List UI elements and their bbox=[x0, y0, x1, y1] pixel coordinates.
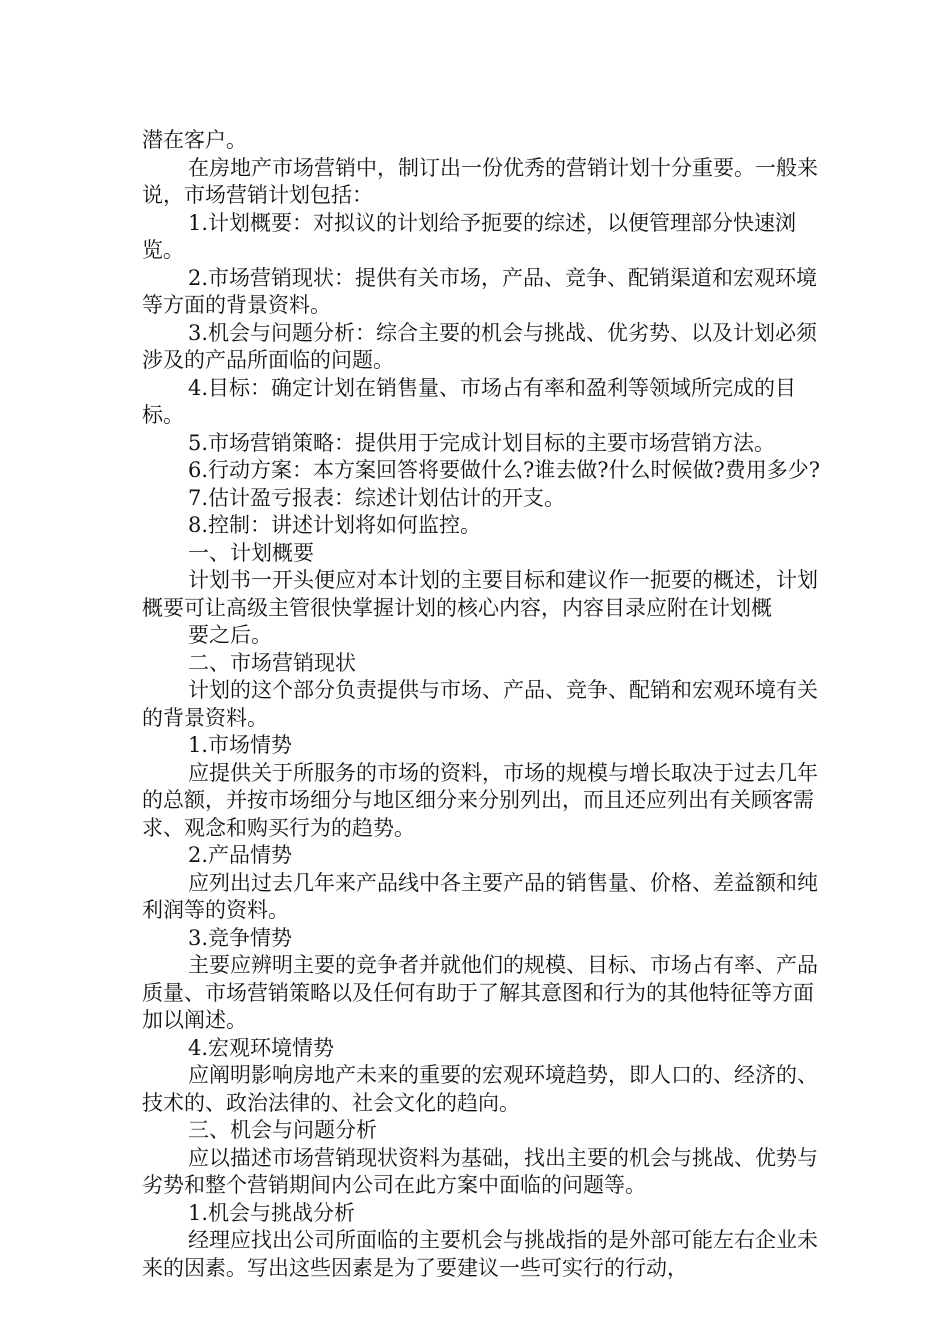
paragraph: 应阐明影响房地产未来的重要的宏观环境趋势，即人口的、经济的、技术的、政治法律的、社会文化的趋向。 bbox=[142, 1063, 818, 1115]
list-item: 5.市场营销策略：提供用于完成计划目标的主要市场营销方法。 bbox=[188, 430, 776, 455]
section-heading: 一、计划概要 bbox=[188, 540, 314, 565]
paragraph: 应列出过去几年来产品线中各主要产品的销售量、价格、差益额和纯利润等的资料。 bbox=[142, 870, 818, 922]
subsection-heading: 2.产品情势 bbox=[188, 843, 293, 867]
paragraph: 在房地产市场营销中，制订出一份优秀的营销计划十分重要。一般来说，市场营销计划包括： bbox=[142, 155, 818, 207]
document-body bbox=[142, 127, 832, 1282]
list-item: 8.控制：讲述计划将如何监控。 bbox=[188, 513, 482, 537]
paragraph: 计划的这个部分负责提供与市场、产品、竞争、配销和宏观环境有关的背景资料。 bbox=[142, 678, 818, 730]
subsection-heading: 1.机会与挑战分析 bbox=[188, 1200, 356, 1225]
list-item: 2.市场营销现状：提供有关市场，产品、竞争、配销渠道和宏观环境等方面的背景资料。 bbox=[142, 265, 818, 317]
section-heading: 二、市场营销现状 bbox=[188, 650, 356, 675]
subsection-heading: 4.宏观环境情势 bbox=[188, 1035, 335, 1060]
list-item: 3.机会与问题分析：综合主要的机会与挑战、优劣势、以及计划必须涉及的产品所面临的问题。 bbox=[142, 320, 818, 372]
list-item: 6.行动方案：本方案回答将要做什么?谁去做?什么时候做?费用多少? bbox=[188, 458, 821, 482]
section-heading: 三、机会与问题分析 bbox=[188, 1118, 377, 1142]
list-item: 1.计划概要：对拟议的计划给予扼要的综述，以便管理部分快速浏览。 bbox=[142, 210, 797, 262]
paragraph: 主要应辨明主要的竞争者并就他们的规模、目标、市场占有率、产品质量、市场营销策略以及任何有助于了解其意图和行为的其他特征等方面加以阐述。 bbox=[142, 953, 818, 1032]
paragraph: 潜在客户。 bbox=[142, 128, 247, 152]
paragraph: 应以描述市场营销现状资料为基础，找出主要的机会与挑战、优势与劣势和整个营销期间内公司在此方案中面临的问题等。 bbox=[142, 1145, 818, 1197]
subsection-heading: 3.竞争情势 bbox=[188, 925, 293, 950]
paragraph: 应提供关于所服务的市场的资料，市场的规模与增长取决于过去几年的总额，并按市场细分与地区细分来分别列出，而且还应列出有关顾客需求、观念和购买行为的趋势。 bbox=[142, 760, 818, 840]
paragraph: 经理应找出公司所面临的主要机会与挑战指的是外部可能左右企业未来的因素。写出这些因素是为了要建议一些可实行的行动， bbox=[142, 1228, 818, 1280]
list-item: 4.目标：确定计划在销售量、市场占有率和盈利等领域所完成的目标。 bbox=[142, 375, 797, 427]
paragraph: 要之后。 bbox=[188, 623, 272, 647]
list-item: 7.估计盈亏报表：综述计划估计的开支。 bbox=[188, 485, 566, 510]
paragraph: 计划书一开头便应对本计划的主要目标和建议作一扼要的概述，计划概要可让高级主管很快掌握计划的核心内容，内容目录应附在计划概 bbox=[142, 568, 818, 620]
subsection-heading: 1.市场情势 bbox=[188, 733, 293, 757]
